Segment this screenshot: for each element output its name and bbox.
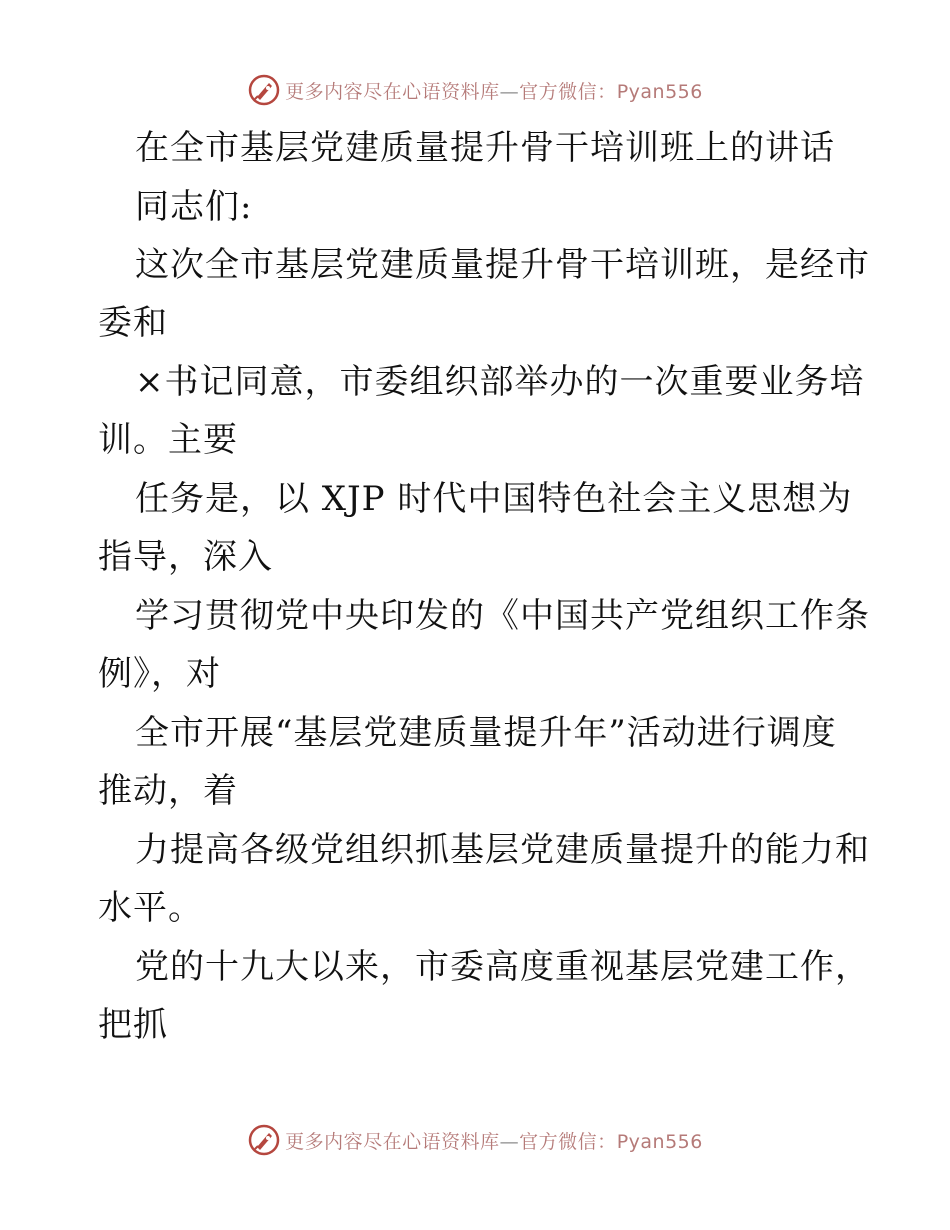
paragraph-line: 委和 <box>98 303 168 343</box>
banner-text: 更多内容尽在心语资料库—官方微信：Pyan556 <box>285 1130 703 1153</box>
banner-text: 更多内容尽在心语资料库—官方微信：Pyan556 <box>285 80 703 103</box>
document-title: 在全市基层党建质量提升骨干培训班上的讲话 <box>135 128 835 168</box>
footer-banner <box>0 1120 950 1160</box>
header-banner <box>0 70 950 110</box>
paragraph-line: 任务是，以 XJP 时代中国特色社会主义思想为 <box>135 479 853 519</box>
paragraph-line: 例》，对 <box>98 654 221 694</box>
salutation: 同志们: <box>135 187 253 227</box>
paragraph-line: 推动，着 <box>98 771 238 811</box>
paragraph-line: 这次全市基层党建质量提升骨干培训班，是经市 <box>135 245 870 285</box>
paragraph-line: 训。主要 <box>98 420 238 460</box>
pen-nib-logo-icon <box>247 1123 281 1157</box>
paragraph-line: 力提高各级党组织抓基层党建质量提升的能力和 <box>135 830 870 870</box>
paragraph-line: ×书记同意，市委组织部举办的一次重要业务培 <box>135 362 865 402</box>
paragraph-line: 学习贯彻党中央印发的《中国共产党组织工作条 <box>135 596 870 636</box>
paragraph-line: 党的十九大以来，市委高度重视基层党建工作， <box>135 947 870 987</box>
paragraph-line: 水平。 <box>98 888 203 928</box>
paragraph-line: 指导，深入 <box>98 537 273 577</box>
paragraph-line: 全市开展“基层党建质量提升年”活动进行调度 <box>135 713 837 753</box>
paragraph-line: 把抓 <box>98 1005 168 1045</box>
pen-nib-logo-icon <box>247 73 281 107</box>
